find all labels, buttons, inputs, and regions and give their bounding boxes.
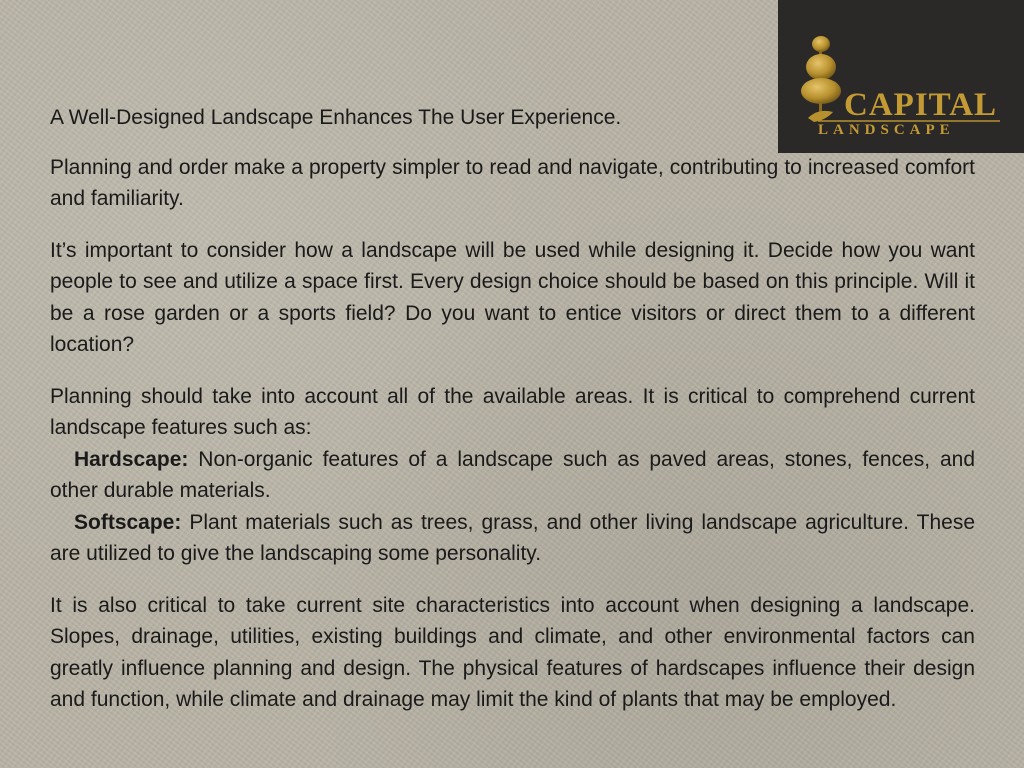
paragraph-usage: It’s important to consider how a landscape will be used while designing it. Decide how you want people to see and utilize a space first. Every design choice should be based on this principle. Will it be a rose garden or a sports field? Do you want to entice visitors or direct them to a different location?: [50, 238, 975, 356]
logo-line2: LANDSCAPE: [818, 122, 955, 138]
logo-line1: CAPITAL: [844, 87, 998, 123]
softscape-description: Plant materials such as trees, grass, and other living landscape agriculture. These are utilized to give the landscaping some personality.: [50, 510, 975, 565]
paragraph-available-areas: Planning should take into account all of the available areas. It is critical to comprehend current landscape features such as:: [50, 384, 975, 439]
features-section: [50, 381, 975, 570]
paragraph-site-characteristics: It is also critical to take current site characteristics into account when designing a landscape. Slopes, drainage, utilities, existing buildings and climate, and other environmental factors can greatly influence planning and design. The physical features of hardscapes influence their design and function, while climate and drainage may limit the kind of plants that may be employed.: [50, 593, 975, 711]
hardscape-description: Non-organic features of a landscape such as paved areas, stones, fences, and other durable materials.: [50, 447, 975, 502]
slide-headline: A Well-Designed Landscape Enhances The User Experience.: [50, 106, 622, 129]
paragraph-planning-order: Planning and order make a property simpler to read and navigate, contributing to increased comfort and familiarity.: [50, 155, 975, 210]
softscape-item: [50, 507, 975, 570]
hardscape-term: Hardscape:: [74, 447, 189, 471]
hardscape-item: [50, 444, 975, 507]
slide-content: [50, 102, 975, 716]
softscape-term: Softscape:: [74, 510, 182, 534]
